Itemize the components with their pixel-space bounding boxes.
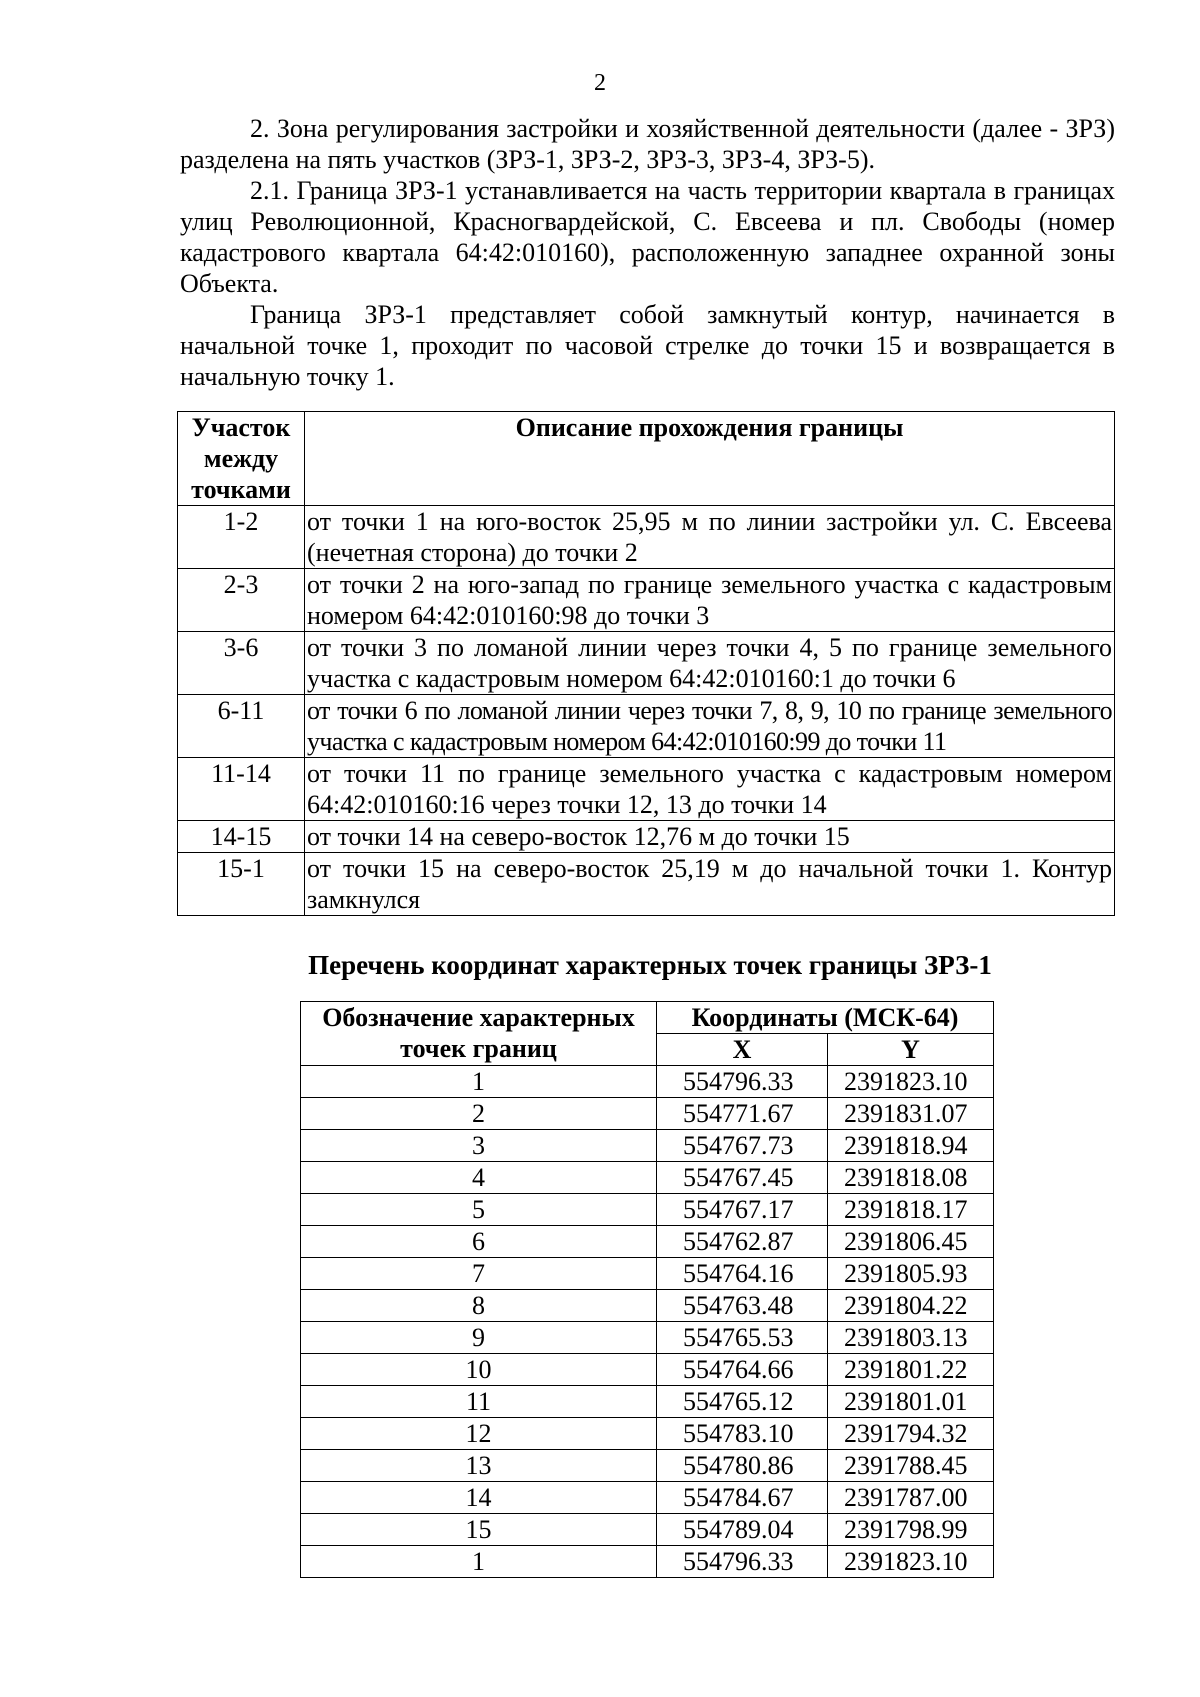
y-cell: 2391806.45 — [828, 1226, 994, 1258]
x-cell: 554780.86 — [657, 1450, 828, 1482]
table-row — [301, 1322, 994, 1354]
table-row — [301, 1194, 994, 1226]
point-cell: 14 — [301, 1482, 657, 1514]
point-cell: 5 — [301, 1194, 657, 1226]
segment-cell: 15-1 — [178, 853, 305, 916]
paragraph-zrz1-location: 2.1. Граница ЗРЗ-1 устанавливается на часть территории квартала в границах улиц Революционной, Красногвардейской, С. Евсеева и пл. Свободы (номер кадастрового квартала 64:42:010160), расположенную западнее охранной зоны Объекта. — [180, 176, 1115, 298]
table-row — [301, 1482, 994, 1514]
point-cell: 13 — [301, 1450, 657, 1482]
y-cell: 2391794.32 — [828, 1418, 994, 1450]
table-row — [178, 569, 1115, 632]
table-row — [301, 1066, 994, 1098]
point-cell: 1 — [301, 1066, 657, 1098]
point-cell: 2 — [301, 1098, 657, 1130]
description-cell: от точки 11 по границе земельного участка с кадастровым номером 64:42:010160:16 через точки 12, 13 до точки 14 — [305, 758, 1115, 821]
point-cell: 10 — [301, 1354, 657, 1386]
point-cell: 8 — [301, 1290, 657, 1322]
table-header-row — [301, 1002, 994, 1034]
x-cell: 554762.87 — [657, 1226, 828, 1258]
y-cell: 2391801.01 — [828, 1386, 994, 1418]
y-cell: 2391823.10 — [828, 1546, 994, 1578]
paragraph-zrz1-contour: Граница ЗРЗ-1 представляет собой замкнутый контур, начинается в начальной точке 1, проходит по часовой стрелке до точки 15 и возвращается в начальную точку 1. — [180, 300, 1115, 391]
y-cell: 2391805.93 — [828, 1258, 994, 1290]
y-cell: 2391818.08 — [828, 1162, 994, 1194]
table-row — [178, 632, 1115, 695]
table-row — [301, 1514, 994, 1546]
paragraph-zone-division: 2. Зона регулирования застройки и хозяйственной деятельности (далее - ЗРЗ) разделена на пять участков (ЗРЗ-1, ЗРЗ-2, ЗРЗ-3, ЗРЗ-4, ЗРЗ-5). — [180, 114, 1115, 174]
y-cell: 2391823.10 — [828, 1066, 994, 1098]
point-cell: 11 — [301, 1386, 657, 1418]
x-cell: 554765.12 — [657, 1386, 828, 1418]
point-cell: 9 — [301, 1322, 657, 1354]
table-row — [301, 1386, 994, 1418]
x-cell: 554763.48 — [657, 1290, 828, 1322]
table-row — [301, 1258, 994, 1290]
table-row — [301, 1450, 994, 1482]
coordinates-title: Перечень координат характерных точек границы ЗРЗ-1 — [308, 950, 992, 980]
x-cell: 554771.67 — [657, 1098, 828, 1130]
table-row — [301, 1290, 994, 1322]
point-cell: 15 — [301, 1514, 657, 1546]
description-cell: от точки 1 на юго-восток 25,95 м по линии застройки ул. С. Евсеева (нечетная сторона) до точки 2 — [305, 506, 1115, 569]
boundary-description-table — [177, 411, 1115, 916]
coordinates-body — [301, 1066, 994, 1578]
description-cell: от точки 6 по ломаной линии через точки 7, 8, 9, 10 по границе земельного участка с кадастровым номером 64:42:010160:99 до точки 11 — [305, 695, 1115, 758]
table-row — [301, 1546, 994, 1578]
point-cell: 6 — [301, 1226, 657, 1258]
y-cell: 2391804.22 — [828, 1290, 994, 1322]
point-cell: 1 — [301, 1546, 657, 1578]
table-header-row — [178, 412, 1115, 506]
x-cell: 554796.33 — [657, 1066, 828, 1098]
description-cell: от точки 15 на северо-восток 25,19 м до начальной точки 1. Контур замкнулся — [305, 853, 1115, 916]
x-cell: 554764.16 — [657, 1258, 828, 1290]
coordinates-table — [300, 1001, 994, 1578]
description-cell: от точки 3 по ломаной линии через точки 4, 5 по границе земельного участка с кадастровым номером 64:42:010160:1 до точки 6 — [305, 632, 1115, 695]
table-row — [178, 821, 1115, 853]
y-cell: 2391787.00 — [828, 1482, 994, 1514]
segment-cell: 1-2 — [178, 506, 305, 569]
table-row — [301, 1098, 994, 1130]
table-row — [178, 695, 1115, 758]
y-cell: 2391818.17 — [828, 1194, 994, 1226]
x-cell: 554764.66 — [657, 1354, 828, 1386]
x-cell: 554767.73 — [657, 1130, 828, 1162]
y-cell: 2391788.45 — [828, 1450, 994, 1482]
header-description: Описание прохождения границы — [305, 412, 1115, 506]
table-row — [301, 1354, 994, 1386]
y-cell: 2391801.22 — [828, 1354, 994, 1386]
x-cell: 554789.04 — [657, 1514, 828, 1546]
y-cell: 2391818.94 — [828, 1130, 994, 1162]
table-row — [301, 1226, 994, 1258]
page-number: 2 — [594, 70, 606, 96]
header-points: Обозначение характерных точек границ — [301, 1002, 657, 1066]
point-cell: 3 — [301, 1130, 657, 1162]
x-cell: 554783.10 — [657, 1418, 828, 1450]
x-cell: 554784.67 — [657, 1482, 828, 1514]
segment-cell: 3-6 — [178, 632, 305, 695]
segment-cell: 2-3 — [178, 569, 305, 632]
table-row — [301, 1130, 994, 1162]
x-cell: 554767.45 — [657, 1162, 828, 1194]
point-cell: 12 — [301, 1418, 657, 1450]
segment-cell: 6-11 — [178, 695, 305, 758]
table-row — [301, 1418, 994, 1450]
x-cell: 554767.17 — [657, 1194, 828, 1226]
header-y: Y — [828, 1034, 994, 1066]
header-coordinates: Координаты (МСК-64) — [657, 1002, 994, 1034]
description-cell: от точки 14 на северо-восток 12,76 м до точки 15 — [305, 821, 1115, 853]
y-cell: 2391831.07 — [828, 1098, 994, 1130]
y-cell: 2391803.13 — [828, 1322, 994, 1354]
point-cell: 7 — [301, 1258, 657, 1290]
x-cell: 554765.53 — [657, 1322, 828, 1354]
table-row — [301, 1162, 994, 1194]
table-row — [178, 506, 1115, 569]
point-cell: 4 — [301, 1162, 657, 1194]
segment-cell: 11-14 — [178, 758, 305, 821]
x-cell: 554796.33 — [657, 1546, 828, 1578]
y-cell: 2391798.99 — [828, 1514, 994, 1546]
table-row — [178, 758, 1115, 821]
description-cell: от точки 2 на юго-запад по границе земельного участка с кадастровым номером 64:42:010160:98 до точки 3 — [305, 569, 1115, 632]
table-row — [178, 853, 1115, 916]
segment-cell: 14-15 — [178, 821, 305, 853]
header-segment: Участок между точками — [178, 412, 305, 506]
header-x: X — [657, 1034, 828, 1066]
